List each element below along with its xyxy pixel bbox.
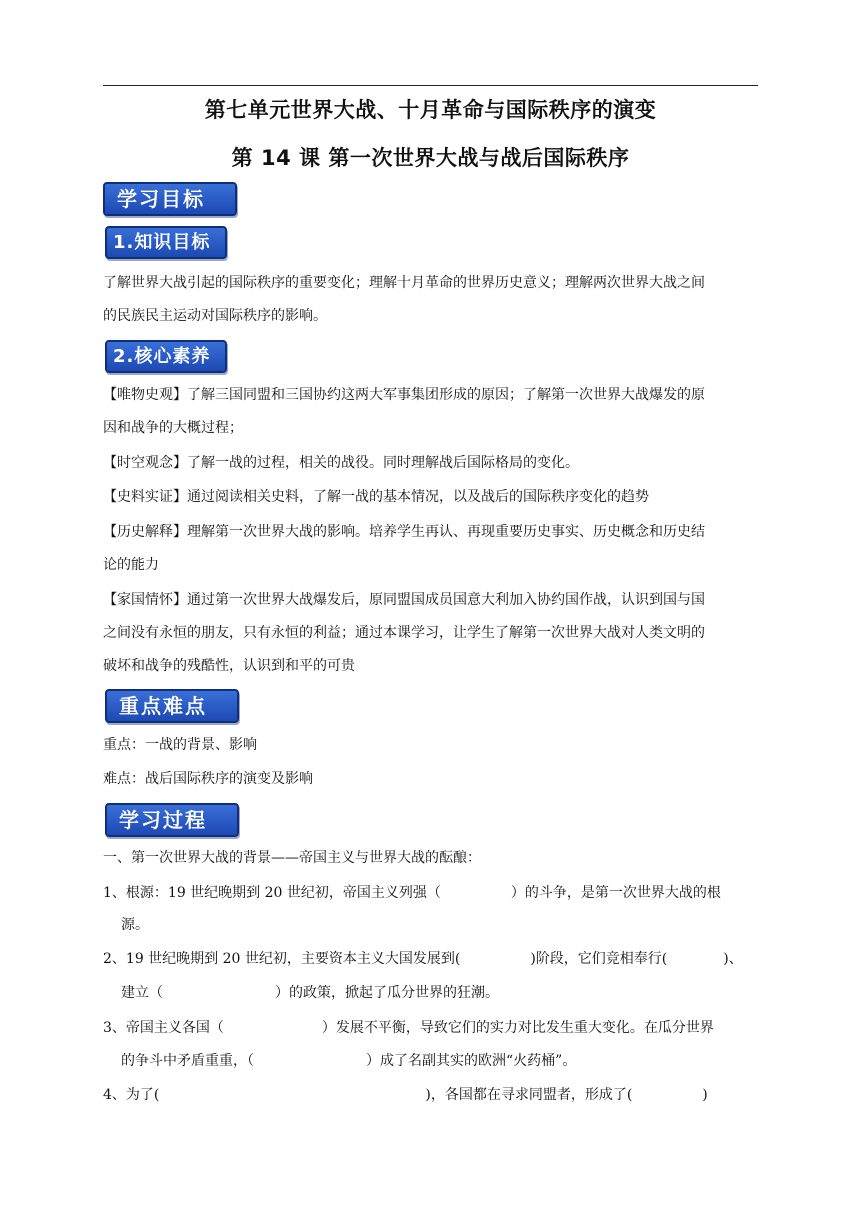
- core-line-6: 论的能力: [103, 557, 159, 573]
- core-line-5: 【历史解释】理解第一次世界大战的影响。培养学生再认、再现重要历史事实、历史概念和历史结: [103, 524, 705, 540]
- core-literacy-badge: 2.核心素养: [105, 340, 227, 373]
- core-line-4: 【史料实证】通过阅读相关史料，了解一战的基本情况，以及战后的国际秩序变化的趋势: [103, 489, 649, 505]
- process-heading: 一、第一次世界大战的背景——帝国主义与世界大战的酝酿：: [103, 850, 481, 866]
- question-4-line-1: 4、为了( )，各国都在寻求同盟者，形成了( ): [103, 1087, 708, 1103]
- knowledge-line-2: 的民族民主运动对国际秩序的影响。: [103, 308, 327, 324]
- question-1-line-1: 1、根源：19 世纪晚期到 20 世纪初，帝国主义列强（ ）的斗争，是第一次世界大战的根: [103, 885, 721, 901]
- header-rule: [103, 85, 758, 86]
- core-line-2: 因和战争的大概过程；: [103, 420, 243, 436]
- question-2-line-1: 2、19 世纪晚期到 20 世纪初，主要资本主义大国发展到( )阶段，它们竞相奉行( )、: [103, 951, 743, 967]
- core-line-9: 破坏和战争的残酷性，认识到和平的可贵: [103, 658, 355, 674]
- question-1-line-2: 源。: [121, 917, 149, 933]
- key-difficulty-badge: 重点难点: [105, 689, 239, 723]
- question-3-line-2: 的争斗中矛盾重重，（ ）成了名副其实的欧洲“火药桶”。: [121, 1053, 577, 1069]
- learning-objectives-badge: 学习目标: [103, 182, 237, 216]
- knowledge-line-1: 了解世界大战引起的国际秩序的重要变化；理解十月革命的世界历史意义；理解两次世界大战之间: [103, 275, 705, 291]
- core-line-7: 【家国情怀】通过第一次世界大战爆发后，原同盟国成员国意大利加入协约国作战，认识到国与国: [103, 592, 705, 608]
- knowledge-objectives-badge: 1.知识目标: [105, 226, 227, 259]
- core-line-1: 【唯物史观】了解三国同盟和三国协约这两大军事集团形成的原因；了解第一次世界大战爆发的原: [103, 387, 705, 403]
- learning-process-badge: 学习过程: [105, 803, 239, 837]
- key-focus: 重点：一战的背景、影响: [103, 737, 257, 753]
- lesson-title: 第 14 课 第一次世界大战与战后国际秩序: [231, 146, 630, 170]
- question-2-line-2: 建立（ ）的政策，掀起了瓜分世界的狂潮。: [121, 985, 499, 1001]
- question-3-line-1: 3、帝国主义各国（ ）发展不平衡，导致它们的实力对比发生重大变化。在瓜分世界: [103, 1020, 714, 1036]
- core-line-8: 之间没有永恒的朋友，只有永恒的利益；通过本课学习，让学生了解第一次世界大战对人类文明的: [103, 625, 705, 641]
- key-difficulty: 难点：战后国际秩序的演变及影响: [103, 771, 313, 787]
- core-line-3: 【时空观念】了解一战的过程，相关的战役。同时理解战后国际格局的变化。: [103, 455, 579, 471]
- unit-title: 第七单元世界大战、十月革命与国际秩序的演变: [204, 98, 657, 122]
